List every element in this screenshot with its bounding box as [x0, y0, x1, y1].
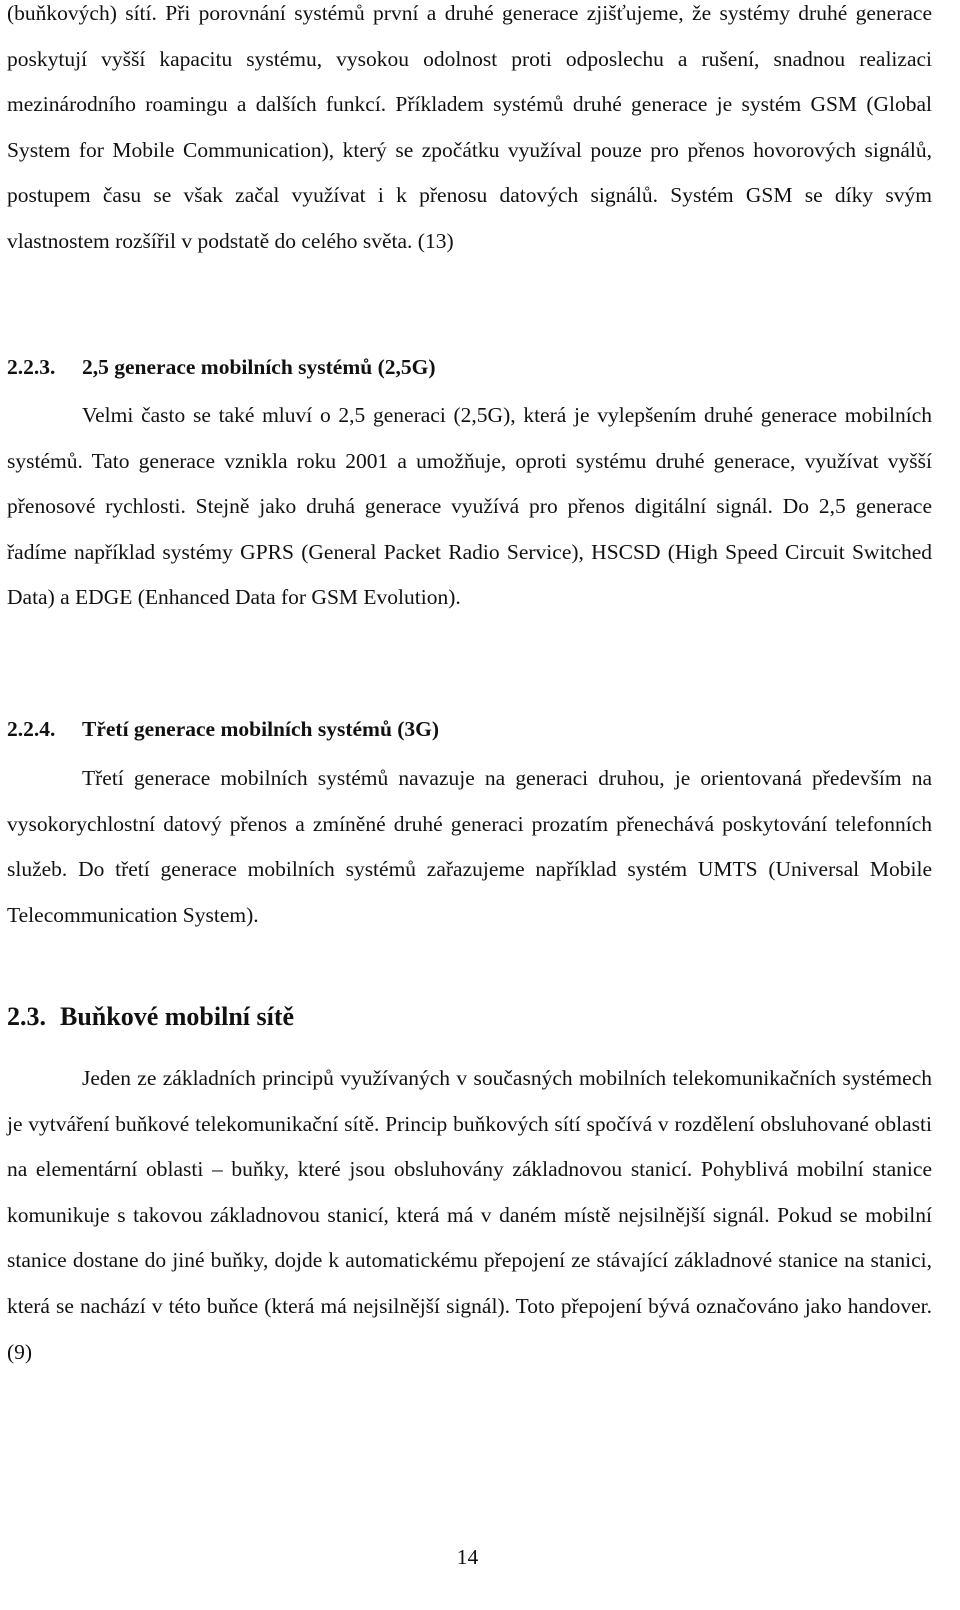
section-title: 2,5 generace mobilních systémů (2,5G) — [82, 355, 436, 379]
section-number: 2.2.4. — [7, 717, 56, 741]
section-number: 2.2.3. — [7, 355, 56, 379]
section-2-2-4-heading — [7, 714, 439, 744]
section-number: 2.3. — [7, 1002, 46, 1031]
section-2-2-3-heading — [7, 352, 436, 382]
section-2-2-3-paragraph: Velmi často se také mluví o 2,5 generaci (2,5G), která je vylepšením druhé generace mobilních systémů. Tato generace vznikla roku 2001 a umožňuje, oproti systému druhé generace, využívat vyšší přenosové rychlosti. Stejně jako druhá generace využívá pro přenos digitální signál. Do 2,5 generace řadíme například systémy GPRS (General Packet Radio Service), HSCSD (High Speed Circuit Switched Data) a EDGE (Enhanced Data for GSM Evolution). — [7, 403, 932, 610]
section-title: Třetí generace mobilních systémů (3G) — [82, 717, 440, 741]
section-2-2-4-paragraph: Třetí generace mobilních systémů navazuje na generaci druhou, je orientovaná především na vysokorychlostní datový přenos a zmíněné druhé generaci prozatím přenechává poskytování telefonních služeb. Do třetí generace mobilních systémů zařazujeme například systém UMTS (Universal Mobile Telecommunication System). — [7, 766, 932, 927]
page-number: 14 — [456, 1545, 479, 1569]
section-2-3-heading — [7, 1000, 294, 1034]
section-title: Buňkové mobilní sítě — [60, 1002, 295, 1031]
intro-paragraph: (buňkových) sítí. Při porovnání systémů první a druhé generace zjišťujeme, že systémy druhé generace poskytují vyšší kapacitu systému, vysokou odolnost proti odposlechu a rušení, snadnou realizaci mezinárodního roamingu a dalších funkcí. Příkladem systémů druhé generace je systém GSM (Global System for Mobile Communication), který se zpočátku využíval pouze pro přenos hovorových signálů, postupem času se však začal využívat i k přenosu datových signálů. Systém GSM se díky svým vlastnostem rozšířil v podstatě do celého světa. (13) — [7, 1, 932, 253]
section-2-3-paragraph: Jeden ze základních principů využívaných v současných mobilních telekomunikačních systémech je vytváření buňkové telekomunikační sítě. Princip buňkových sítí spočívá v rozdělení obsluhované oblasti na elementární oblasti – buňky, které jsou obsluhovány základnovou stanicí. Pohyblivá mobilní stanice komunikuje s takovou základnovou stanicí, která má v daném místě nejsilnější signál. Pokud se mobilní stanice dostane do jiné buňky, dojde k automatickému přepojení ze stávající základnové stanice na stanici, která se nachází v této buňce (která má nejsilnější signál). Toto přepojení bývá označováno jako handover. (9) — [7, 1066, 932, 1364]
